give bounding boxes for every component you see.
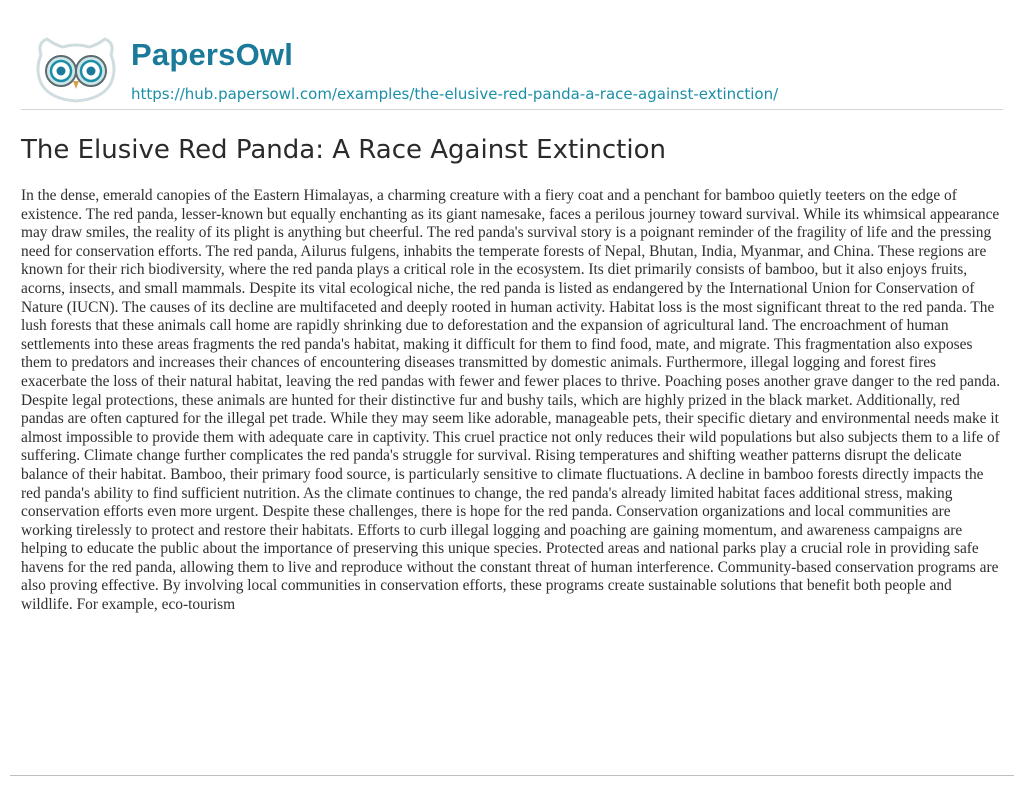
owl-logo-icon [33, 35, 119, 105]
site-name[interactable]: PapersOwl [131, 37, 294, 72]
brand-block [131, 36, 778, 103]
article-url-link[interactable]: https://hub.papersowl.com/examples/the-elusive-red-panda-a-race-against-extinction/ [131, 85, 779, 103]
owl-eyes-logo[interactable] [21, 32, 131, 108]
article-body: In the dense, emerald canopies of the Eastern Himalayas, a charming creature with a fiery coat and a penchant for bamboo quietly teeters on the edge of existence. The red panda, lesser-known but equally enchanting as its giant namesake, faces a perilous journey toward survival. While its whimsical appearance may draw smiles, the reality of its plight is anything but cheerful. The red panda's survival story is a poignant reminder of the fragility of life and the pressing need for conservation efforts. The red panda, Ailurus fulgens, inhabits the temperate forests of Nepal, Bhutan, India, Myanmar, and China. These regions are known for their rich biodiversity, where the red panda plays a critical role in the ecosystem. Its diet primarily consists of bamboo, but it also enjoys fruits, acorns, insects, and small mammals. Despite its vital ecological niche, the red panda is listed as endangered by the International Union for Conservation of Nature (IUCN). The causes of its decline are multifaceted and deeply rooted in human activity. Habitat loss is the most significant threat to the red panda. The lush forests that these animals call home are rapidly shrinking due to deforestation and the expansion of agricultural land. The encroachment of human settlements into these areas fragments the red panda's habitat, making it difficult for them to find food, mate, and migrate. This fragmentation also exposes them to predators and increases their chances of encountering diseases transmitted by domestic animals. Furthermore, illegal logging and forest fires exacerbate the loss of their natural habitat, leaving the red pandas with fewer and fewer places to thrive. Poaching poses another grave danger to the red panda. Despite legal protections, these animals are hunted for their distinctive fur and bushy tails, which are highly prized in the black market. Additionally, red pandas are often captured for the illegal pet trade. While they may seem like adorable, manageable pets, their specific dietary and environmental needs make it almost impossible to provide them with adequate care in captivity. This cruel practice not only reduces their wild populations but also subjects them to a life of suffering. Climate change further complicates the red panda's struggle for survival. Rising temperatures and shifting weather patterns disrupt the delicate balance of their habitat. Bamboo, their primary food source, is particularly sensitive to climate fluctuations. A decline in bamboo forests directly impacts the red panda's ability to find sufficient nutrition. As the climate continues to change, the red panda's already limited habitat faces additional stress, making conservation efforts even more urgent. Despite these challenges, there is hope for the red panda. Conservation organizations and local communities are working tirelessly to protect and restore their habitats. Efforts to curb illegal logging and poaching are gaining momentum, and awareness campaigns are helping to educate the public about the importance of preserving this unique species. Protected areas and national parks play a crucial role in providing safe havens for the red panda, allowing them to live and reproduce without the constant threat of human interference. Community-based conservation programs are also proving effective. By involving local communities in conservation efforts, these programs create sustainable solutions that benefit both people and wildlife. For example, eco-tourism [21, 187, 1001, 614]
site-header [21, 0, 1003, 110]
article-title: The Elusive Red Panda: A Race Against Extinction [21, 135, 666, 165]
